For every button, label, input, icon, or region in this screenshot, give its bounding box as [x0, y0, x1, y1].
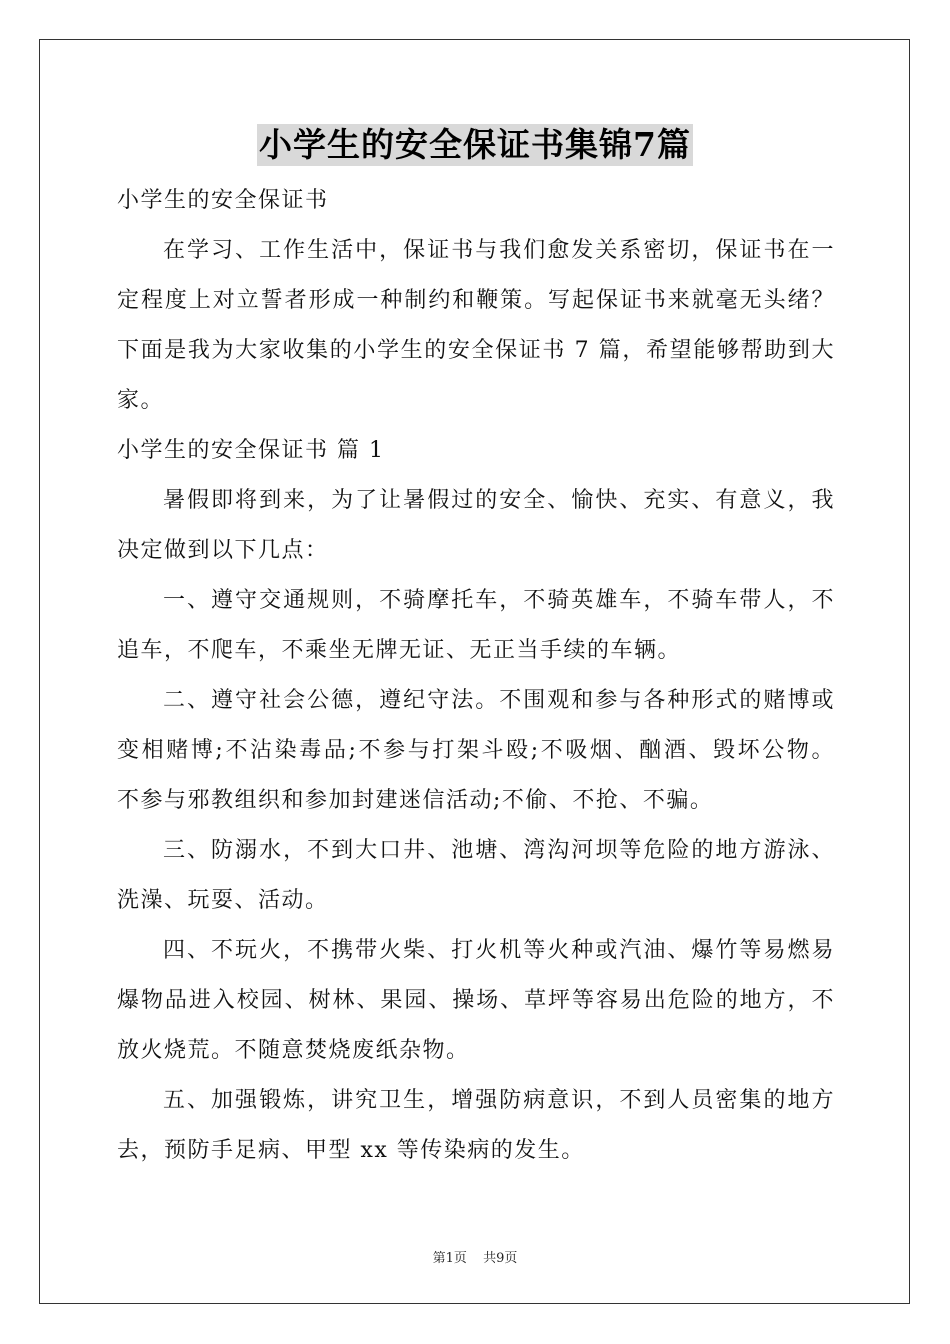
paragraph-line: 家。	[117, 388, 165, 413]
paragraph-line: 变相赌博;不沾染毒品;不参与打架斗殴;不吸烟、酗酒、毁坏公物。	[117, 738, 835, 763]
paragraph-line: 决定做到以下几点：	[117, 538, 329, 563]
page-footer	[0, 1247, 950, 1266]
paragraph-line: 二、遵守社会公德，遵纪守法。不围观和参与各种形式的赌博或	[163, 688, 835, 713]
section-heading: 小学生的安全保证书	[117, 188, 329, 213]
page-number-current: 第1页	[432, 1251, 467, 1266]
paragraph-line: 一、遵守交通规则，不骑摩托车，不骑英雄车，不骑车带人，不	[163, 588, 835, 613]
paragraph-line: 洗澡、玩耍、活动。	[117, 888, 329, 913]
paragraph-line: 追车，不爬车，不乘坐无牌无证、无正当手续的车辆。	[117, 638, 682, 663]
paragraph-line: 三、防溺水，不到大口井、池塘、湾沟河坝等危险的地方游泳、	[163, 838, 835, 863]
paragraph-line: 下面是我为大家收集的小学生的安全保证书 7 篇，希望能够帮助到大	[117, 338, 835, 363]
paragraph-line: 五、加强锻炼，讲究卫生，增强防病意识，不到人员密集的地方	[163, 1088, 835, 1113]
paragraph-line: 定程度上对立誓者形成一种制约和鞭策。写起保证书来就毫无头绪？	[117, 288, 835, 313]
document-title: 小学生的安全保证书集锦7篇	[259, 125, 691, 164]
title-container	[0, 124, 950, 166]
paragraph-line: 暑假即将到来，为了让暑假过的安全、愉快、充实、有意义，我	[163, 488, 835, 513]
section-heading: 小学生的安全保证书 篇 1	[117, 438, 385, 463]
paragraph-line: 在学习、工作生活中，保证书与我们愈发关系密切，保证书在一	[163, 238, 835, 263]
page-number-total: 共9页	[483, 1251, 518, 1266]
paragraph-line: 四、不玩火，不携带火柴、打火机等火种或汽油、爆竹等易燃易	[163, 938, 835, 963]
document-body	[117, 176, 835, 1176]
paragraph-line: 去，预防手足病、甲型 xx 等传染病的发生。	[117, 1138, 585, 1163]
paragraph-line: 放火烧荒。不随意焚烧废纸杂物。	[117, 1038, 470, 1063]
paragraph-line: 不参与邪教组织和参加封建迷信活动;不偷、不抢、不骗。	[117, 788, 714, 813]
paragraph-line: 爆物品进入校园、树林、果园、操场、草坪等容易出危险的地方，不	[117, 988, 835, 1013]
